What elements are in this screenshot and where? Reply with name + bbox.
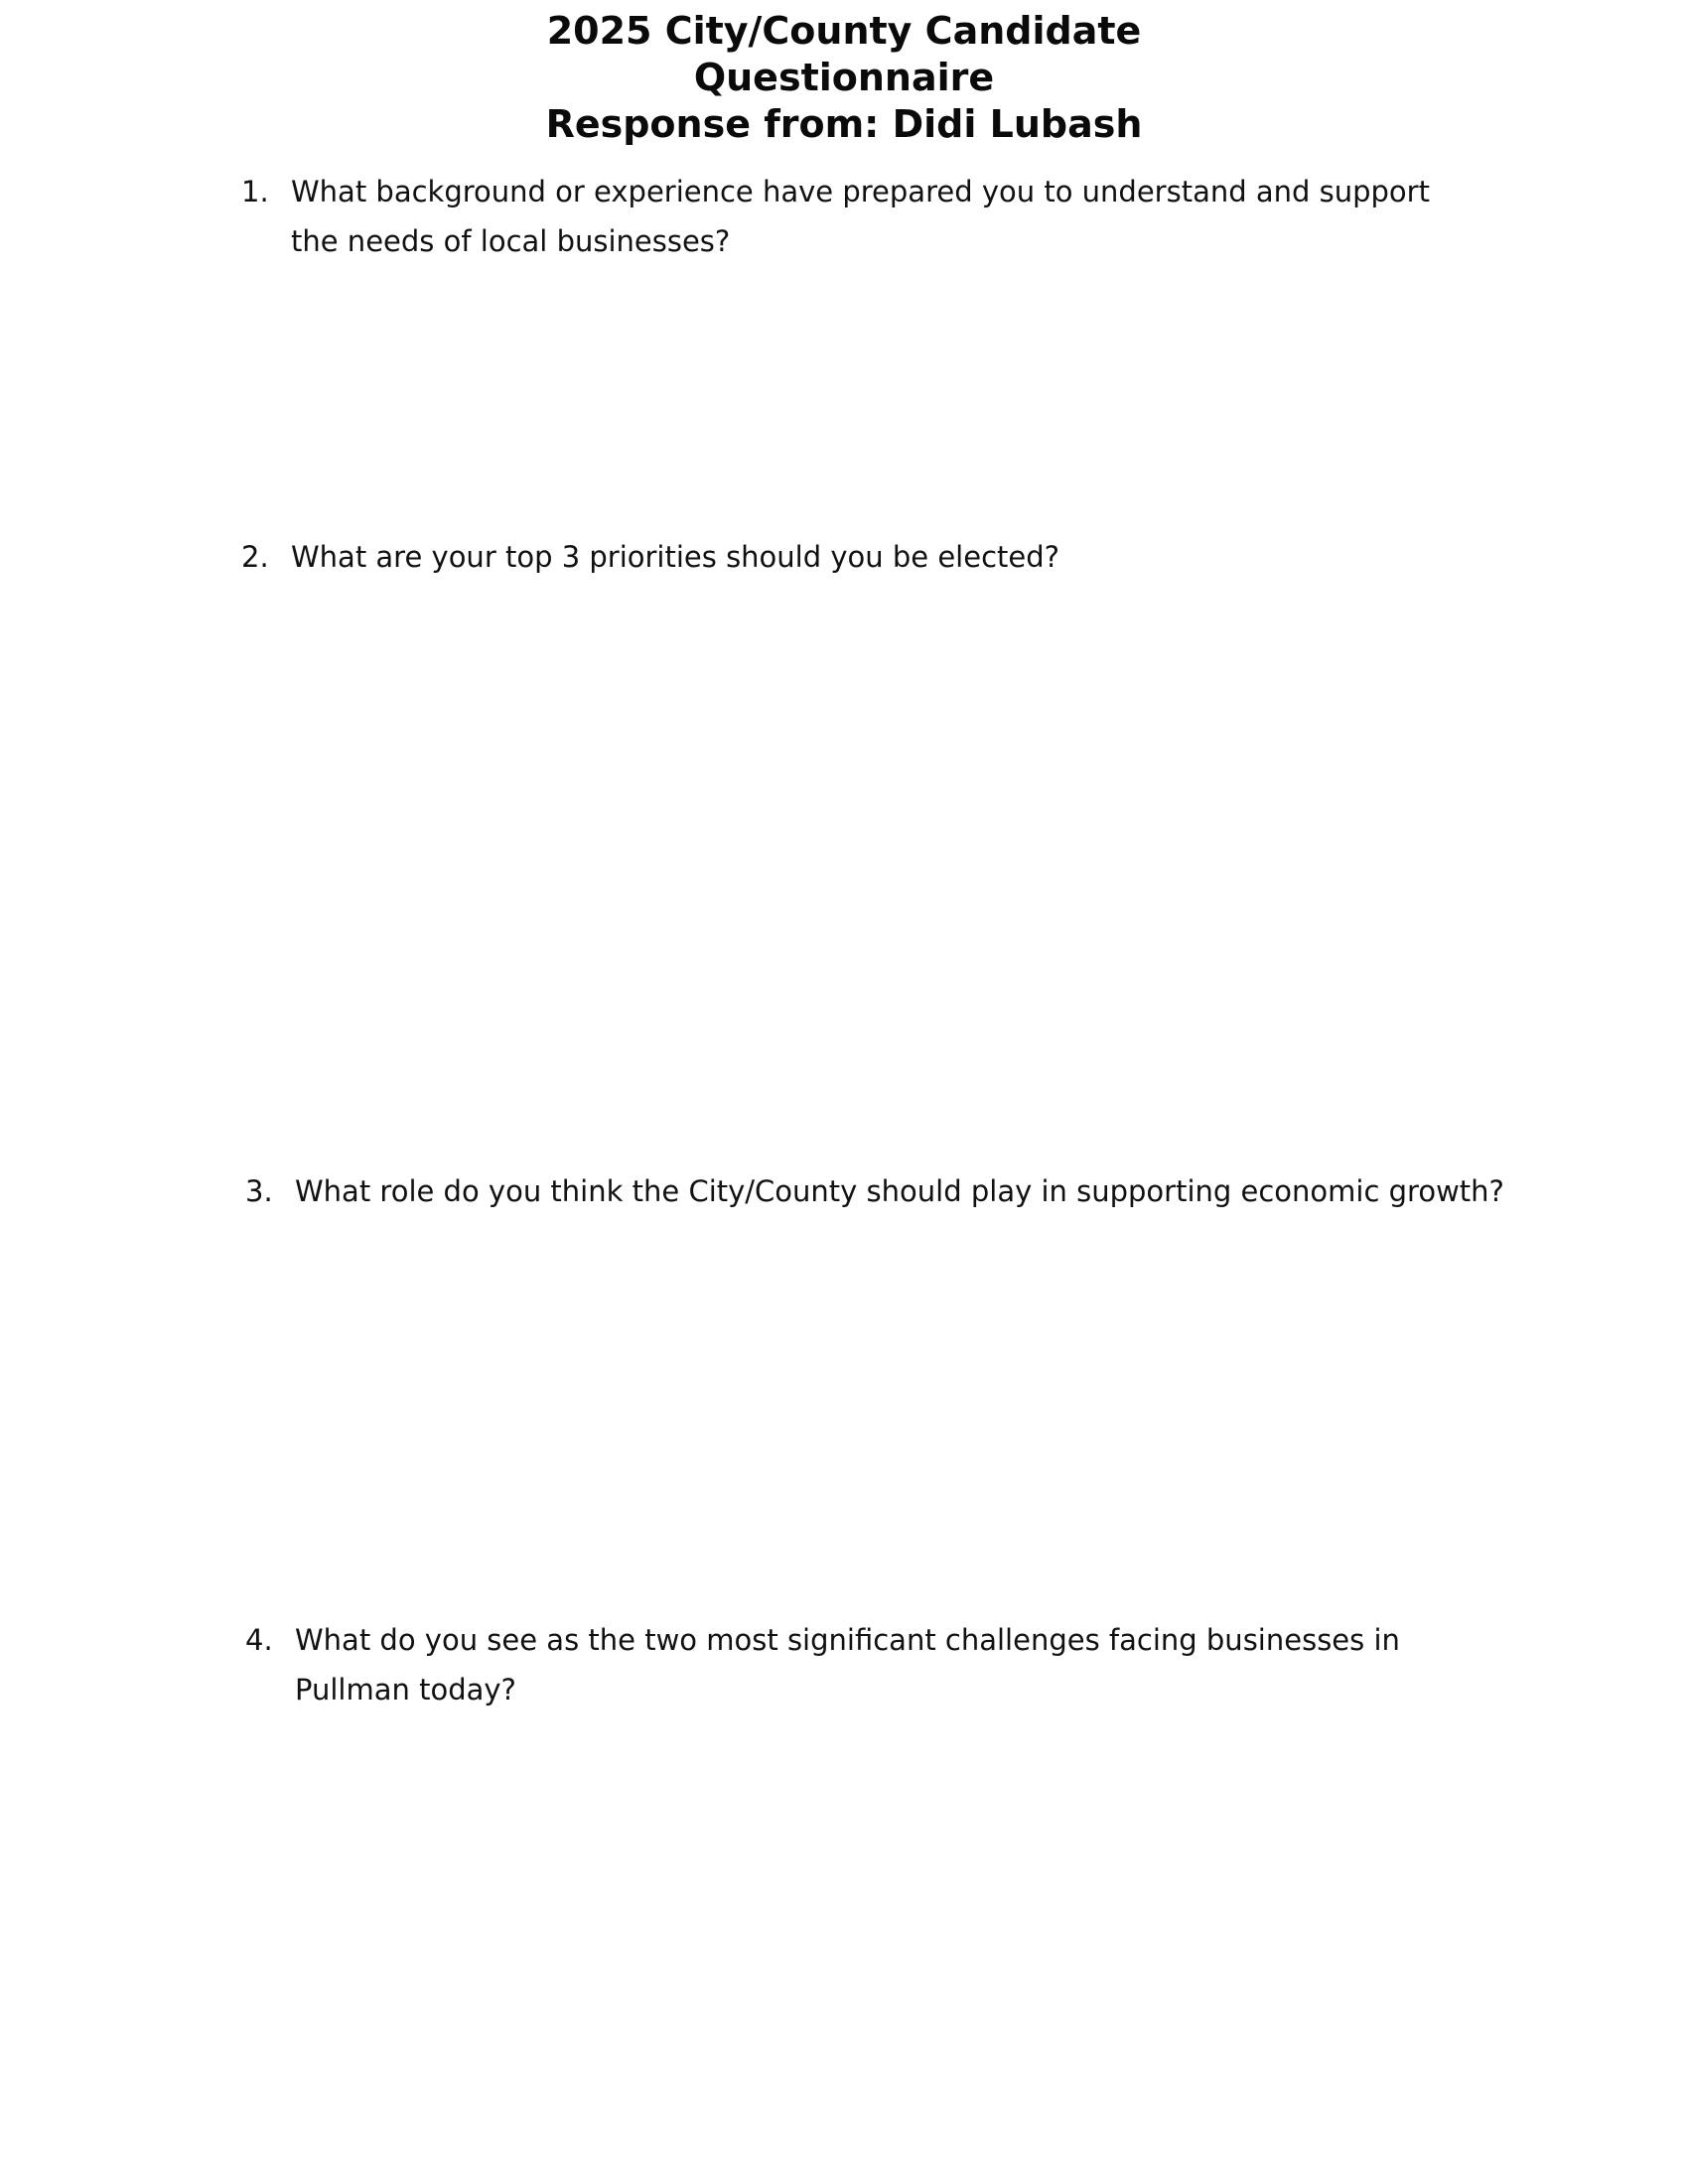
question-text: What background or experience have prepared you to understand and support the needs of local businesses? — [291, 175, 1430, 258]
document-title — [0, 8, 1688, 148]
question-number: 3. — [245, 1174, 273, 1208]
question-number: 4. — [245, 1623, 273, 1657]
title-line-3: Response from: Didi Lubash — [545, 102, 1143, 146]
title-line-2: Questionnaire — [693, 56, 995, 99]
question-text: What do you see as the two most significant challenges facing businesses in Pullman today? — [295, 1623, 1400, 1706]
question-text: What are your top 3 priorities should you be elected? — [291, 540, 1060, 574]
question-number: 1. — [241, 175, 269, 208]
question-text: What role do you think the City/County should play in supporting economic growth? — [295, 1174, 1504, 1208]
title-line-1: 2025 City/County Candidate — [546, 9, 1142, 53]
question-number: 2. — [241, 540, 269, 574]
